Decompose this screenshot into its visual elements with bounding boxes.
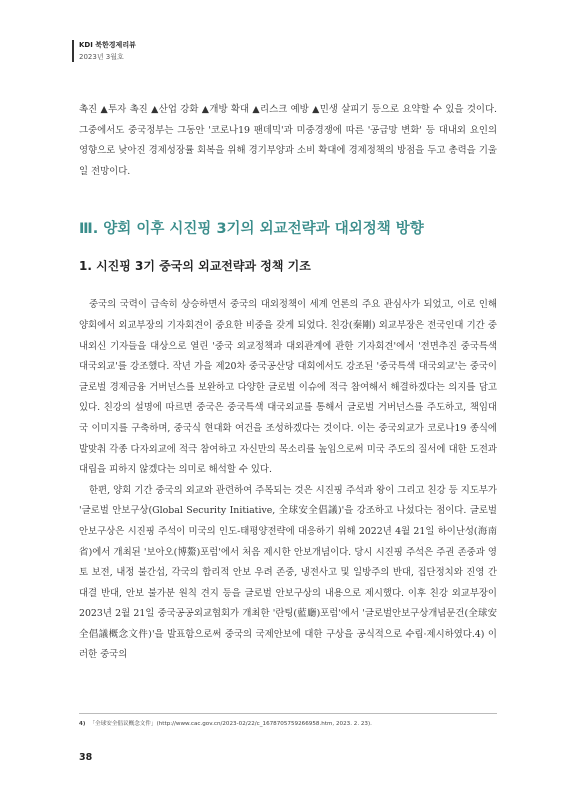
article-body bbox=[79, 100, 497, 666]
footnote-text: 「全球安全倡议概念文件」(http://www.cac.gov.cn/2023-02/22/c_1678705759266958.htm, 2023. 2. 23). bbox=[89, 721, 372, 727]
page-number: 38 bbox=[79, 752, 93, 763]
footnote bbox=[79, 720, 497, 728]
footnote-divider bbox=[79, 713, 497, 714]
intro-paragraph: 촉진 ▲투자 촉진 ▲산업 강화 ▲개방 확대 ▲리스크 예방 ▲민생 살피기 등으로 요약할 수 있을 것이다. 그중에서도 중국정부는 그동안 '코로나19 팬데믹'과 미중경쟁에 따른 '공급망 변화' 등 대내외 요인의 영향으로 낮아진 경제성장률 회복을 위해 경기부양과 소비 확대에 경제정책의 방점을 두고 총력을 기울일 전망이다. bbox=[79, 104, 497, 177]
publication-name: KDI 북한경제리뷰 bbox=[79, 41, 136, 49]
body-paragraph-1: 중국의 국력이 급속히 상승하면서 중국의 대외정책이 세계 언론의 주요 관심사가 되었고, 이로 인해 양회에서 외교부장의 기자회견이 중요한 비중을 갖게 되었다. 친강(秦剛) 외교부장은 전국인대 기간 중 내외신 기자들을 대상으로 열린 '중국 외교정책과 대외관계에 관한 기자회견'에서 '전면추진 중국특색 대국외교'를 강조했다. 작년 가을 제20차 중국공산당 대회에서도 강조된 '중국특색 대국외교'는 중국이 글로벌 경제금융 거버넌스를 보완하고 다양한 글로벌 이슈에 적극 참여해서 해결하겠다는 의지를 담고 있다. 친강의 설명에 따르면 중국은 중국특색 대국외교를 통해서 글로벌 거버넌스를 주도하고, 책임대국 이미지를 구축하며, 중국식 현대화 여건을 조성하겠다는 것이다. 이는 중국외교가 코로나19 종식에 발맞춰 각종 다자외교에 적극 참여하고 자신만의 목소리를 높임으로써 미국 주도의 질서에 대한 도전과 대립을 피하지 않겠다는 의미로 해석할 수 있다. bbox=[79, 299, 497, 476]
issue-date: 2023년 3월호 bbox=[79, 53, 124, 61]
footnote-number: 4) bbox=[79, 721, 86, 727]
running-header bbox=[72, 40, 136, 62]
body-paragraph-2: 한편, 양회 기간 중국의 외교와 관련하여 주목되는 것은 시진핑 주석과 왕이 그리고 친강 등 지도부가 '글로벌 안보구상(Global Security Initiative, 全球安全倡議)'을 강조하고 나섰다는 점이다. 글로벌 안보구상은 시진핑 주석이 미국의 인도-태평양전략에 대응하기 위해 2022년 4월 21일 하이난성(海南省)에서 개최된 '보아오(博鰲)포럼'에서 처음 제시한 안보개념이다. 당시 시진핑 주석은 주권 존중과 영토 보전, 내정 불간섭, 각국의 합리적 안보 우려 존중, 냉전사고 및 일방주의 반대, 집단정치와 진영 간 대결 반대, 안보 불가분 원칙 견지 등을 글로벌 안보구상의 내용으로 제시했다. 이후 친강 외교부장이 2023년 2월 21일 중국공공외교협회가 개최한 '란팅(藍廳)포럼'에서 '글로벌안보구상개념문건(全球安全倡議概念文件)'을 발표함으로써 중국의 국제안보에 대한 구상을 공식적으로 수립·제시하였다.4) 이러한 중국의 bbox=[79, 484, 497, 661]
section-title: Ⅲ. 양회 이후 시진핑 3기의 외교전략과 대외정책 방향 bbox=[79, 221, 424, 238]
subsection-title: 1. 시진핑 3기 중국의 외교전략과 정책 기조 bbox=[79, 259, 311, 274]
